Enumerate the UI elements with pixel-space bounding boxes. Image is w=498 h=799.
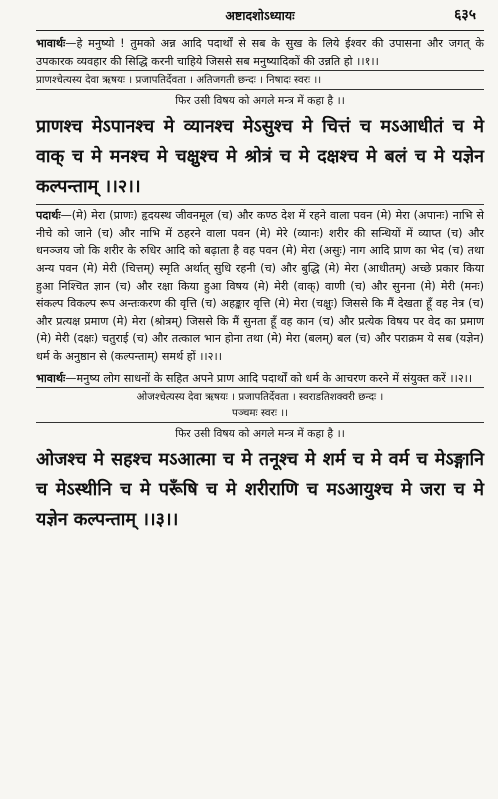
- bhavarth-1: [36, 35, 484, 70]
- bhavarth-2: [36, 370, 484, 388]
- mantra-3-intro: फिर उसी विषय को अगले मन्त्र में कहा है ।।: [175, 427, 345, 441]
- mantra-3-metadata-line-1: ओजश्चेत्यस्य देवा ऋषयः । प्रजापतिर्देवता । स्वराडतिशक्वरी छन्दः ।: [136, 391, 384, 404]
- padarth-2: [36, 207, 484, 365]
- mantra-3: ओजश्च मे सहश्च मऽआत्मा च मे तनूश्च मे शर्म च मे वर्म च मेऽङ्गानि च मेऽस्थीनि च मे परूँषि च मे शरीराणि च मऽआयुश्च मे जरा च मे यज्ञेन कल्पन्ताम् ।।३।।: [36, 449, 484, 531]
- bhavarth-text: —हे मनुष्यो ! तुमको अन्न आदि पदार्थों से सब के सुख के लिये ईश्वर की उपासना और जगत् के उपकारक व्यवहार की सिद्धि करनी चाहिये जिससे सब मनुष्यादिकों की उन्नति हो ।।१।।: [36, 37, 484, 68]
- padarth-label: पदार्थः: [36, 209, 61, 223]
- mantra-2: प्राणश्च मेऽपानश्च मे व्यानश्च मेऽसुश्च मे चित्तं च मऽआधीतं च मे वाक् च मे मनश्च मे चक्षुश्च मे श्रोत्रं च मे दक्षश्च मे बलं च मे यज्ञेन कल्पन्ताम् ।।२।।: [36, 116, 484, 198]
- chapter-title: अष्टादशोऽध्यायः: [225, 8, 295, 23]
- bhavarth-text: —मनुष्य लोग साधनों के सहित अपने प्राण आदि पदार्थों को धर्म के आचरण करने में संयुक्त करें ।।२।।: [65, 371, 473, 385]
- mantra-2-intro: फिर उसी विषय को अगले मन्त्र में कहा है ।।: [175, 94, 345, 108]
- page-header: [36, 0, 484, 31]
- bhavarth-label: भावार्थः: [36, 37, 66, 50]
- divider: [36, 204, 484, 205]
- mantra-3-metadata: [36, 387, 484, 423]
- mantra-3-metadata-line-2: पञ्चमः स्वरः ।।: [231, 407, 288, 420]
- bhavarth-label: भावार्थः: [36, 371, 66, 385]
- page-number: ६३५: [454, 7, 476, 23]
- mantra-2-metadata: प्राणश्चेत्यस्य देवा ऋषयः । प्रजापतिर्देवता । अतिजगती छन्दः । निषादः स्वरः ।।: [36, 70, 484, 90]
- padarth-text: —(मे) मेरा (प्राणः) हृदयस्थ जीवनमूल (च) और कण्ठ देश में रहने वाला पवन (मे) मेरा (अपानः) नाभि से नीचे को जाने (च) और नाभि में ठहरने वाला पवन (मे) मेरे (व्यानः) शरीर की सन्धियों में व्याप्त (च) और धनञ्जय जो कि शरीर के रुधिर आदि को बढ़ाता है वह पवन (मे) मेरा (असुः) नाग आदि प्राण का भेद (च) तथा अन्य पवन (मे) मेरी (चित्तम्) स्मृति अर्थात् सुधि रहनी (च) और बुद्धि (मे) मेरा (आधीतम्) अच्छे प्रकार किया हुआ निश्चित ज्ञान (च) और रक्षा किया हुआ विषय (मे) मेरी (वाक्) वाणी (च) और सुनना (मे) मेरी (मनः) संकल्प विकल्प रूप अन्तःकरण की वृत्ति (च) अहङ्कार वृत्ति (मे) मेरा (चक्षुः) जिससे कि मैं देखता हूँ वह नेत्र (च) और प्रत्यक्ष प्रमाण (मे) मेरा (श्रोत्रम्) जिससे कि मैं सुनता हूँ वह कान (च) और प्रत्येक विषय पर वेद का प्रमाण (मे) मेरी (दक्षः) चतुराई (च) और तत्काल भान होना तथा (मे) मेरा (बलम्) बल (च) और पराक्रम ये सब (यज्ञेन) धर्म के अनुष्ठान से (कल्पन्ताम्) समर्थ हों ।।२।।: [36, 209, 484, 363]
